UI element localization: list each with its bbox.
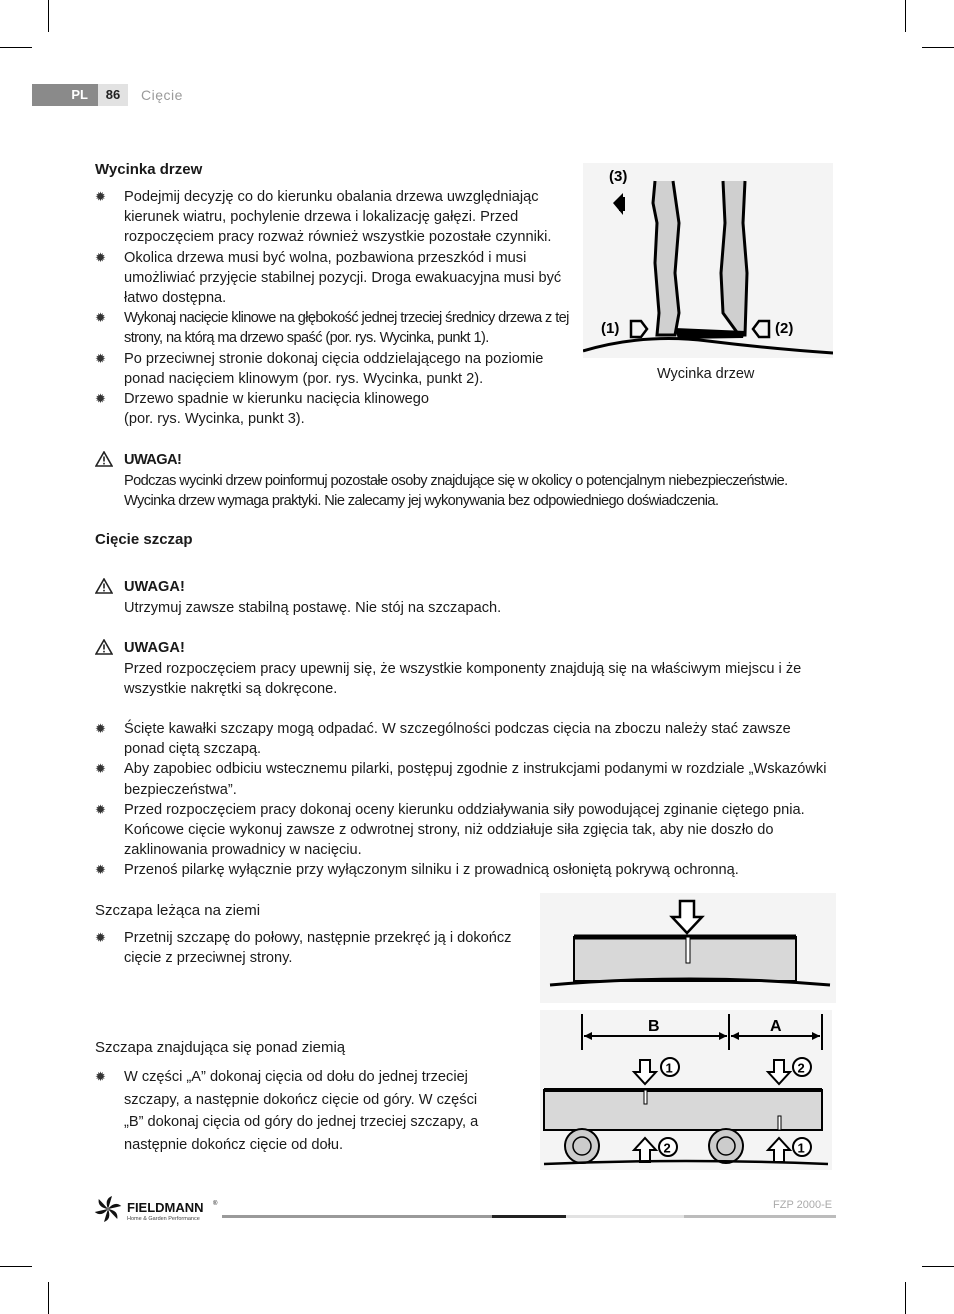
warning-icon	[95, 451, 113, 467]
ground-heading: Szczapa leżąca na ziemi	[95, 902, 261, 919]
crop-mark	[922, 1266, 954, 1267]
section-title: Cięcie	[141, 87, 183, 103]
svg-text:Home & Garden Performance: Home & Garden Performance	[127, 1216, 200, 1222]
crop-mark	[0, 47, 32, 48]
list-item: ✹ Podejmij decyzję co do kierunku obalania drzewa uwzględniając kierunek wiatru, pochylenie drzewa i lokalizację gałęzi. Przed rozpoczęciem pracy rozważ również wszystkie pozostałe czynniki.	[95, 187, 570, 248]
fieldmann-logo	[94, 1194, 224, 1229]
bucking-warning-1: UWAGA! Utrzymuj zawsze stabilną postawę. Nie stój na szczapach.	[95, 577, 855, 618]
footer-rule	[492, 1215, 566, 1218]
crop-mark	[905, 0, 906, 32]
step-number: 1	[797, 1140, 805, 1156]
step-number: 1	[665, 1060, 673, 1076]
fan-logo-icon	[95, 1196, 122, 1222]
footer-rule	[684, 1215, 836, 1218]
step-number: 2	[663, 1140, 671, 1156]
warning-title: UWAGA!	[95, 638, 855, 659]
crop-mark	[922, 47, 954, 48]
crop-mark	[48, 1282, 49, 1314]
warning-title: UWAGA!	[95, 450, 855, 471]
bucking-heading: Cięcie szczap	[95, 531, 193, 548]
crop-mark	[48, 0, 49, 32]
list-item: ✹ Wykonaj nacięcie klinowe na głębokość jednej trzeciej średnicy drzewa z tej strony, na którą ma drzewo spaść (por. rys. Wycinka, punkt 1).	[95, 308, 570, 348]
footer-rule	[566, 1215, 684, 1218]
bucking-list	[95, 719, 835, 881]
list-item: ✹ Ścięte kawałki szczapy mogą odpadać. W szczególności podczas cięcia na zboczu należy stać zawsze ponad ciętą szczapą.	[95, 719, 835, 759]
felling-heading: Wycinka drzew	[95, 161, 203, 178]
page-number: 86	[98, 84, 128, 106]
warning-title: UWAGA!	[95, 577, 855, 598]
crop-mark	[905, 1282, 906, 1314]
felling-warning: UWAGA! Podczas wycinki drzew poinformuj pozostałe osoby znajdujące się w okolicy o potencjalnym niebezpieczeństwie. Wycinka drzew wymaga praktyki. Nie zalecamy jej wykonywania bez odpowiedniego doświadczenia.	[95, 450, 855, 512]
step-number: 2	[797, 1060, 805, 1076]
fig-label-1: (1)	[601, 320, 620, 337]
svg-text:®: ®	[213, 1201, 218, 1207]
part-a-label: A	[770, 1018, 782, 1035]
list-item: ✹ Po przeciwnej stronie dokonaj cięcia oddzielającego na poziomie ponad nacięciem klinowym (por. rys. Wycinka, punkt 2).	[95, 349, 570, 389]
list-item: ✹ Przed rozpoczęciem pracy dokonaj oceny kierunku oddziaływania siły powodującej zginanie ciętego pnia. Końcowe cięcie wykonuj zawsze z odwrotnej strony, niż oddziałuje siła zgięcia tak, aby nie doszło do zaklinowania prowadnicy w nacięciu.	[95, 800, 835, 861]
warning-icon	[95, 578, 113, 594]
fig-label-2: (2)	[775, 320, 794, 337]
model-number: FZP 2000-E	[773, 1199, 833, 1211]
list-item: ✹ Przetnij szczapę do połowy, następnie przekręć ją i dokończ cięcie z przeciwnej strony.	[95, 928, 525, 968]
part-b-label: B	[648, 1018, 660, 1035]
warning-icon	[95, 639, 113, 655]
crop-mark	[0, 1266, 32, 1267]
footer-rule	[222, 1215, 492, 1218]
fig-label-3: (3)	[609, 168, 628, 185]
svg-text:FIELDMANN: FIELDMANN	[127, 1200, 204, 1215]
figure-caption: Wycinka drzew	[657, 366, 755, 382]
list-item: ✹ Drzewo spadnie w kierunku nacięcia klinowego (por. rys. Wycinka, punkt 3).	[95, 389, 570, 429]
tree-felling-figure	[583, 163, 833, 358]
list-item: ✹ Okolica drzewa musi być wolna, pozbawiona przeszkód i musi umożliwiać przyjęcie stabilnej pozycji. Droga ewakuacyjna musi być łatwo dostępna.	[95, 248, 570, 309]
log-above-ground-figure	[540, 1010, 832, 1170]
list-item: ✹ Aby zapobiec odbiciu wstecznemu pilarki, postępuj zgodnie z instrukcjami podanymi w rozdziale „Wskazówki bezpieczeństwa”.	[95, 759, 835, 799]
raised-heading: Szczapa znajdująca się ponad ziemią	[95, 1039, 346, 1056]
ground-list	[95, 928, 525, 968]
bucking-warning-2: UWAGA! Przed rozpoczęciem pracy upewnij się, że wszystkie komponenty znajdują się na właściwym miejscu i że wszystkie nakrętki są dokręcone.	[95, 638, 855, 700]
raised-list	[95, 1066, 495, 1156]
felling-list	[95, 187, 570, 429]
list-item: ✹ W części „A” dokonaj cięcia od dołu do jednej trzeciej szczapy, a następnie dokończ cięcie od góry. W części „B” dokonaj cięcia od góry do jednej trzeciej szczapy, a następnie dokończ cięcie od dołu.	[95, 1066, 495, 1156]
list-item: ✹ Przenoś pilarkę wyłącznie przy wyłączonym silniku i z prowadnicą osłoniętą pokrywą ochronną.	[95, 860, 835, 880]
language-badge: PL	[32, 84, 98, 106]
log-on-ground-figure	[540, 893, 836, 1003]
